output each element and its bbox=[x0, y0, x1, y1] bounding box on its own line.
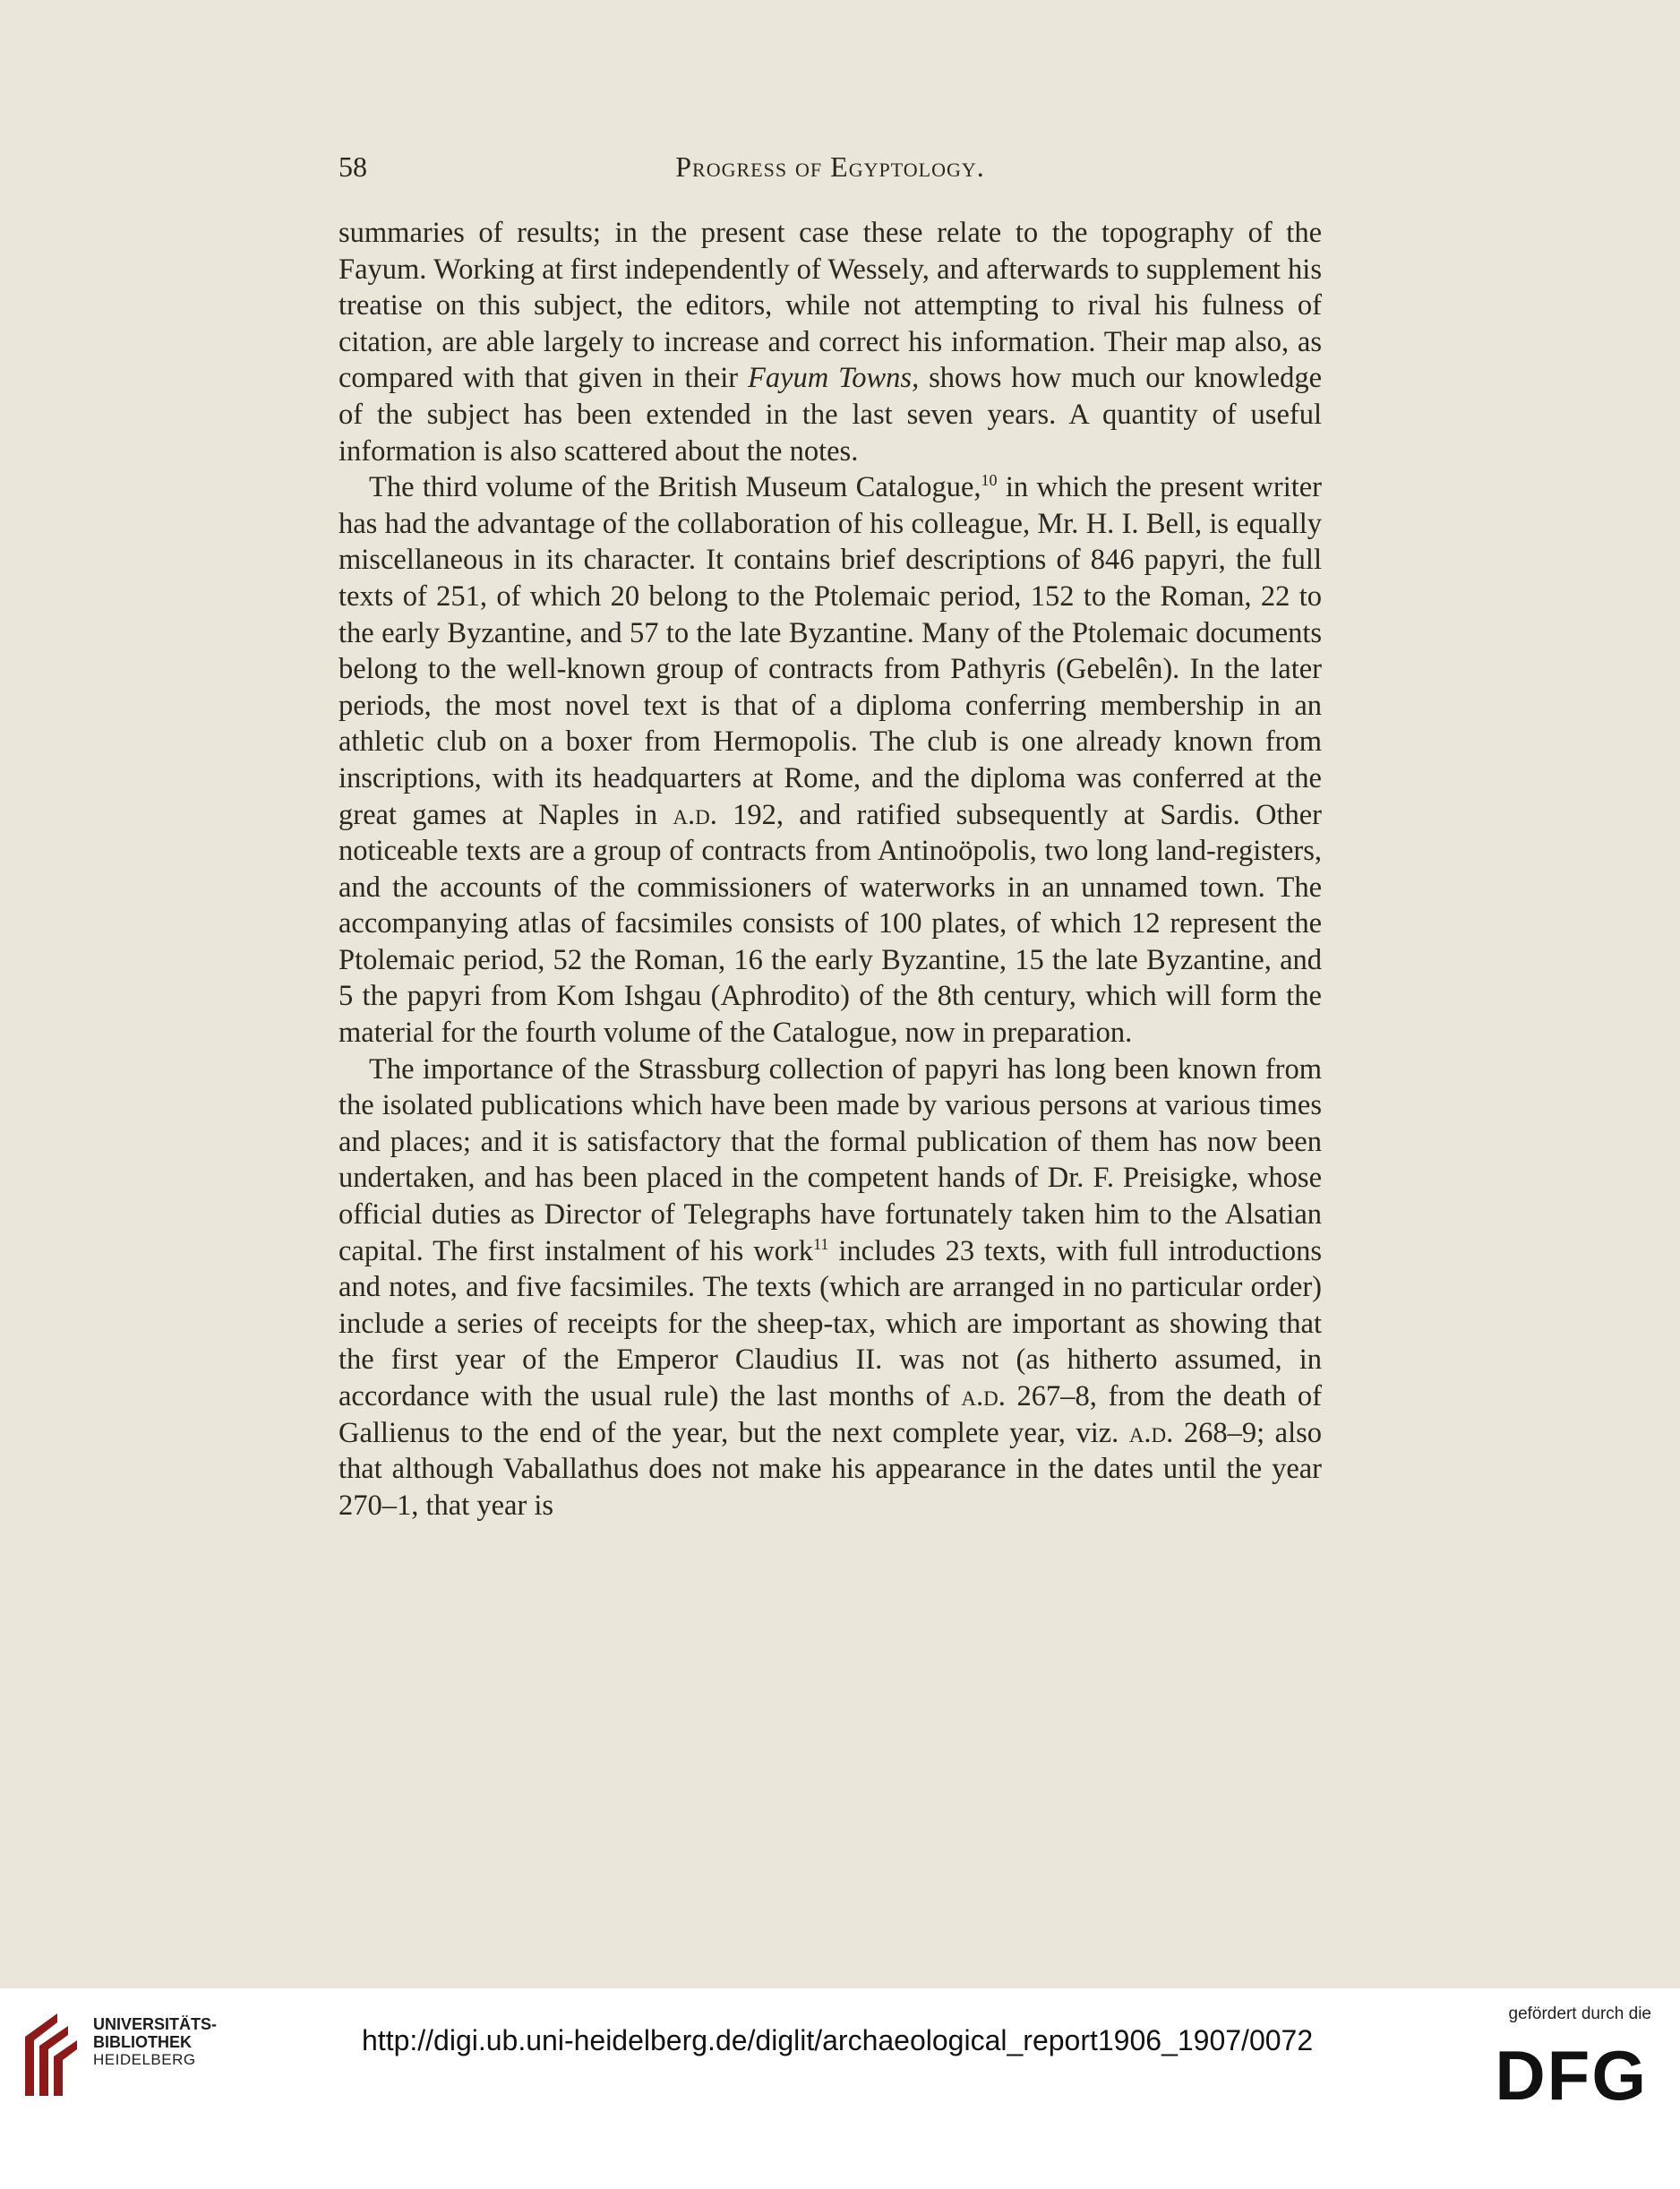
era-abbrev: a.d. bbox=[673, 798, 717, 831]
footer-bar bbox=[0, 1988, 1680, 2189]
text-run: The third volume of the British Museum Catalogue, bbox=[369, 471, 981, 504]
text-run: 268–9; also that although Vaballathus does not make his appearance in the dates until the year 270–1, that year is bbox=[339, 1416, 1322, 1522]
paragraph bbox=[339, 469, 1322, 1052]
page-number: 58 bbox=[339, 150, 367, 183]
text-run: in which the present writer has had the advantage of the collaboration of his colleague, Mr. H. I. Bell, is equally miscellaneous in its character. It contains brief descriptions of 846 papyri, the full texts of 251, of which 20 belong to the Ptolemaic period, 152 to the Roman, 22 to the early Byzantine, and 57 to the late Byzantine. Many of the Ptolemaic documents belong to the well-known group of contracts from Pathyris (Gebelên). In the later periods, the most novel text is that of a diploma conferring membership in an athletic club on a boxer from Hermopolis. The club is one already known from inscriptions, with its headquarters at Rome, and the diploma was conferred at the great games at Naples in bbox=[339, 471, 1323, 831]
library-name-line: UNIVERSITÄTS- bbox=[93, 2015, 218, 2033]
footnote-ref: 11 bbox=[813, 1234, 829, 1253]
library-logo-icon bbox=[18, 2010, 82, 2099]
text-run: 267–8, from the death of Gallienus to the end of the year, but the next complete year, viz. bbox=[339, 1380, 1322, 1449]
text-run: 192, and ratified subsequently at Sardis. Other noticeable texts are a group of contracts from Antinoöpolis, two long land-registers, and the accounts of the commissioners of waterworks in an unnamed town. The accompanying atlas of facsimiles consists of 100 plates, of which 12 represent the Ptolemaic period, 52 the Roman, 16 the early Byzantine, 15 the late Byzantine, and 5 the papyri from Kom Ishgau (Aphrodito) of the 8th century, which will form the material for the fourth volume of the Catalogue, now in preparation. bbox=[339, 798, 1322, 1050]
text-run: The importance of the Strassburg collection of papyri has long been known from the isolated publications which have been made by various persons at various times and places; and it is satisfactory that the formal publication of them has now been undertaken, and has been placed in the competent hands of Dr. F. Preisigke, whose official duties as Director of Telegraphs have fortunately taken him to the Alsatian capital. The first instalment of his work bbox=[339, 1052, 1322, 1267]
footnote-ref: 10 bbox=[981, 471, 998, 490]
italic-title: Fayum Towns, bbox=[748, 362, 920, 395]
era-abbrev: a.d. bbox=[1128, 1416, 1174, 1449]
paragraph bbox=[339, 215, 1322, 469]
library-name-line: HEIDELBERG bbox=[93, 2051, 196, 2068]
paragraph bbox=[339, 1052, 1322, 1524]
text-run: summaries of results; in the present case these relate to the topography of the Fayum. Working at first independently of Wessely, and afterwards to supplement his treatise on this subject, the editors, while not attempting to rival his fulness of citation, are able largely to increase and correct his information. Their map also, as compared with that given in their bbox=[339, 217, 1322, 395]
era-abbrev: a.d. bbox=[961, 1380, 1006, 1412]
text-run: includes 23 texts, with full introductions and notes, and five facsimiles. The texts (which are arranged in no particular order) include a series of receipts for the sheep-tax, which are important as showing that the first year of the Emperor Claudius II. was not (as hitherto assumed, in accordance with the usual rule) the last months of bbox=[339, 1234, 1322, 1412]
funding-note: gefördert durch die bbox=[1508, 2004, 1651, 2023]
library-name-line: BIBLIOTHEK bbox=[93, 2033, 192, 2051]
source-url[interactable]: http://digi.ub.uni-heidelberg.de/diglit/archaeological_report1906_1907/0072 bbox=[362, 2024, 1314, 2056]
page-header bbox=[339, 150, 1322, 186]
dfg-logo: DFG bbox=[1495, 2036, 1648, 2115]
text-run: shows how much our knowledge of the subject has been extended in the last seven years. A quantity of useful information is also scattered about the notes. bbox=[339, 362, 1323, 468]
library-name bbox=[93, 2015, 217, 2069]
body-text bbox=[339, 215, 1322, 1524]
running-title: Progress of Egyptology. bbox=[675, 150, 985, 183]
